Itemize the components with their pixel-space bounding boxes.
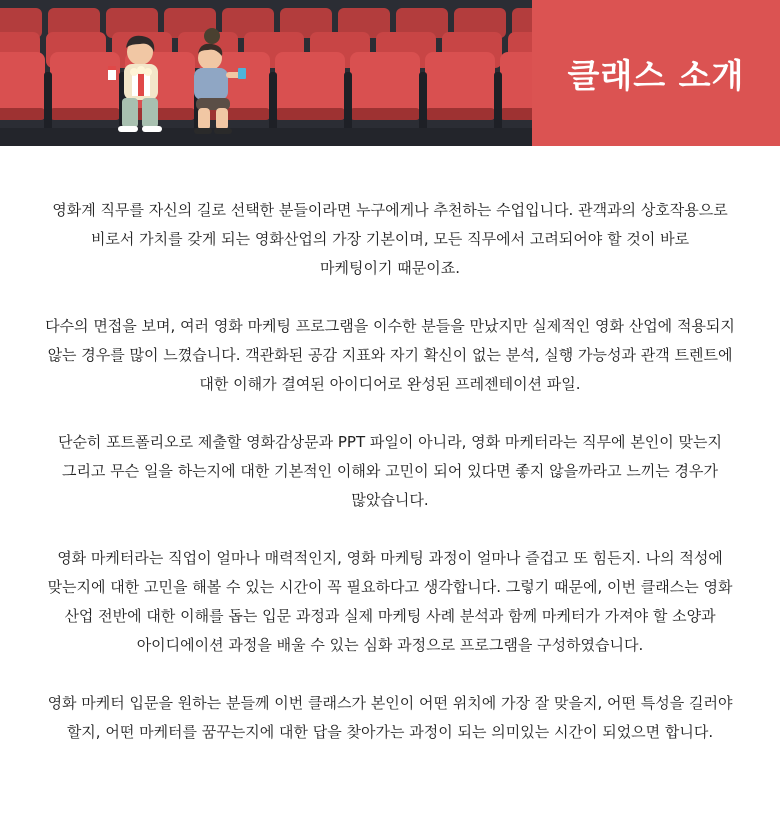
intro-paragraph-2 <box>40 312 740 399</box>
intro-paragraph-4 <box>40 544 740 660</box>
text-line: 영화 마케터라는 직업이 얼마나 매력적인지, 영화 마케팅 과정이 얼마나 즐겁고 또 힘든지. 나의 적성에 <box>57 549 723 567</box>
intro-paragraph-3 <box>40 428 740 515</box>
intro-paragraph-1 <box>40 196 740 283</box>
text-line: 그리고 무슨 일을 하는지에 대한 기본적인 이해와 고민이 되어 있다면 좋지 않을까라고 느끼는 경우가 <box>61 462 719 480</box>
cinema-illustration <box>0 0 532 146</box>
header-banner <box>0 0 780 146</box>
text-line: 많았습니다. <box>351 491 429 509</box>
text-line: 산업 전반에 대한 이해를 돕는 입문 과정과 실제 마케팅 사례 분석과 함께 마케터가 가져야 할 소양과 <box>64 607 716 625</box>
text-line: 할지, 어떤 마케터를 꿈꾸는지에 대한 답을 찾아가는 과정이 되는 의미있는 시간이 되었으면 합니다. <box>66 723 714 741</box>
text-line: 대한 이해가 결여된 아이디어로 완성된 프레젠테이션 파일. <box>199 375 581 393</box>
page-title: 클래스 소개 <box>567 55 745 95</box>
title-panel <box>532 0 780 146</box>
text-line: 아이디에이션 과정을 배울 수 있는 심화 과정으로 프로그램을 구성하였습니다. <box>136 636 644 654</box>
text-line: 맞는지에 대한 고민을 해볼 수 있는 시간이 꼭 필요하다고 생각합니다. 그렇기 때문에, 이번 클래스는 영화 <box>47 578 733 596</box>
text-line: 않는 경우를 많이 느꼈습니다. 객관화된 공감 지표와 자기 확신이 없는 분석, 실행 가능성과 관객 트렌트에 <box>47 346 733 364</box>
text-line: 마케팅이기 때문이죠. <box>320 259 460 277</box>
text-line: 비로서 가치를 갖게 되는 영화산업의 가장 기본이며, 모든 직무에서 고려되어야 할 것이 바로 <box>90 230 690 248</box>
text-line: 다수의 면접을 보며, 여러 영화 마케팅 프로그램을 이수한 분들을 만났지만 실제적인 영화 산업에 적용되지 <box>45 317 735 335</box>
text-line: 영화계 직무를 자신의 길로 선택한 분들이라면 누구에게나 추천하는 수업입니다. 관객과의 상호작용으로 <box>52 201 728 219</box>
text-line: 영화 마케터 입문을 원하는 분들께 이번 클래스가 본인이 어떤 위치에 가장 잘 맞을지, 어떤 특성을 길러야 <box>47 694 733 712</box>
class-intro-body <box>0 146 780 747</box>
text-line: 단순히 포트폴리오로 제출할 영화감상문과 PPT 파일이 아니라, 영화 마케터라는 직무에 본인이 맞는지 <box>57 433 723 451</box>
cinema-seats-illustration <box>0 0 532 146</box>
intro-paragraph-5 <box>40 689 740 747</box>
